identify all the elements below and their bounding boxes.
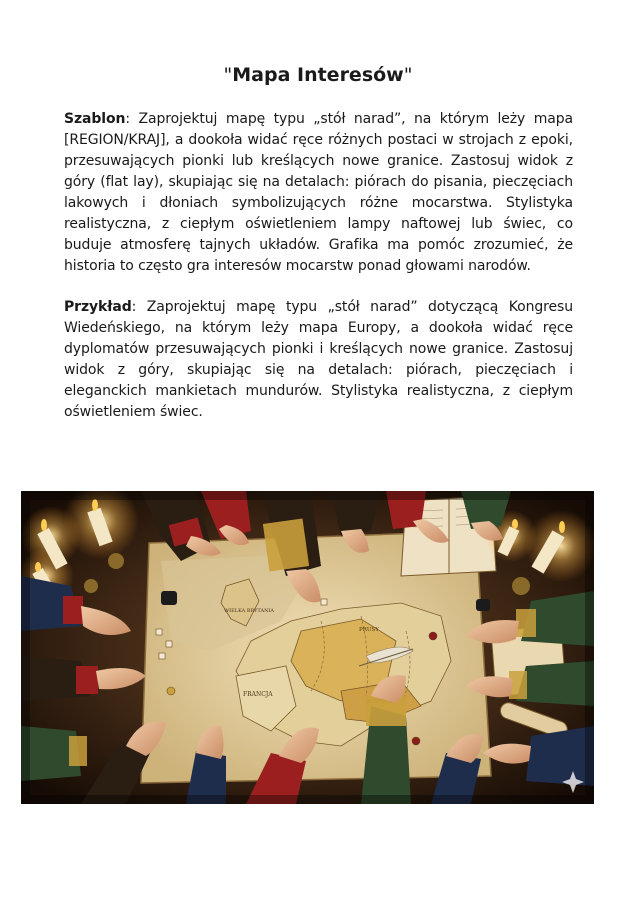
template-separator: :: [125, 111, 131, 127]
example-paragraph: [64, 297, 573, 423]
congress-table-illustration: [21, 491, 594, 804]
title-close-quote: ": [403, 64, 413, 86]
example-label: Przykład: [64, 299, 132, 315]
map-label-prussia: PRUSY: [359, 627, 379, 633]
map-label-france: FRANCJA: [243, 691, 273, 698]
template-paragraph: [64, 109, 573, 277]
title-open-quote: ": [223, 64, 233, 86]
template-text: Zaprojektuj mapę typu „stół narad”, na którym leży mapa [REGION/KRAJ], a dookoła widać ręce różnych postaci w strojach z epoki, przesuwających pionki lub kreślących nowe granice. Zastosuj widok z góry (flat lay), skupiając się na detalach: piórach do pisania, pieczęciach lakowych i dłoniach symbolizujących różne mocarstwa. Stylistyka realistyczna, z ciepłym oświetleniem lampy naftowej lub świec, co buduje atmosferę tajnych układów. Grafika ma pomóc zrozumieć, że historia to często gra interesów mocarstw ponad głowami narodów.: [64, 111, 573, 274]
title-text: Mapa Interesów: [232, 64, 404, 86]
template-label: Szablon: [64, 111, 126, 127]
document-title: [0, 62, 636, 88]
example-text: Zaprojektuj mapę typu „stół narad” dotyczącą Kongresu Wiedeńskiego, na którym leży mapa Europy, a dookoła widać ręce dyplomatów przesuwających pionki i kreślących nowe granice. Zastosuj widok z góry, skupiając się na detalach: piórach, pieczęciach i eleganckich mankietach mundurów. Stylistyka realistyczna, z ciepłym oświetleniem świec.: [64, 299, 573, 420]
map-label-britain: WIELKA BRYTANIA: [224, 608, 275, 614]
example-separator: :: [131, 299, 137, 315]
